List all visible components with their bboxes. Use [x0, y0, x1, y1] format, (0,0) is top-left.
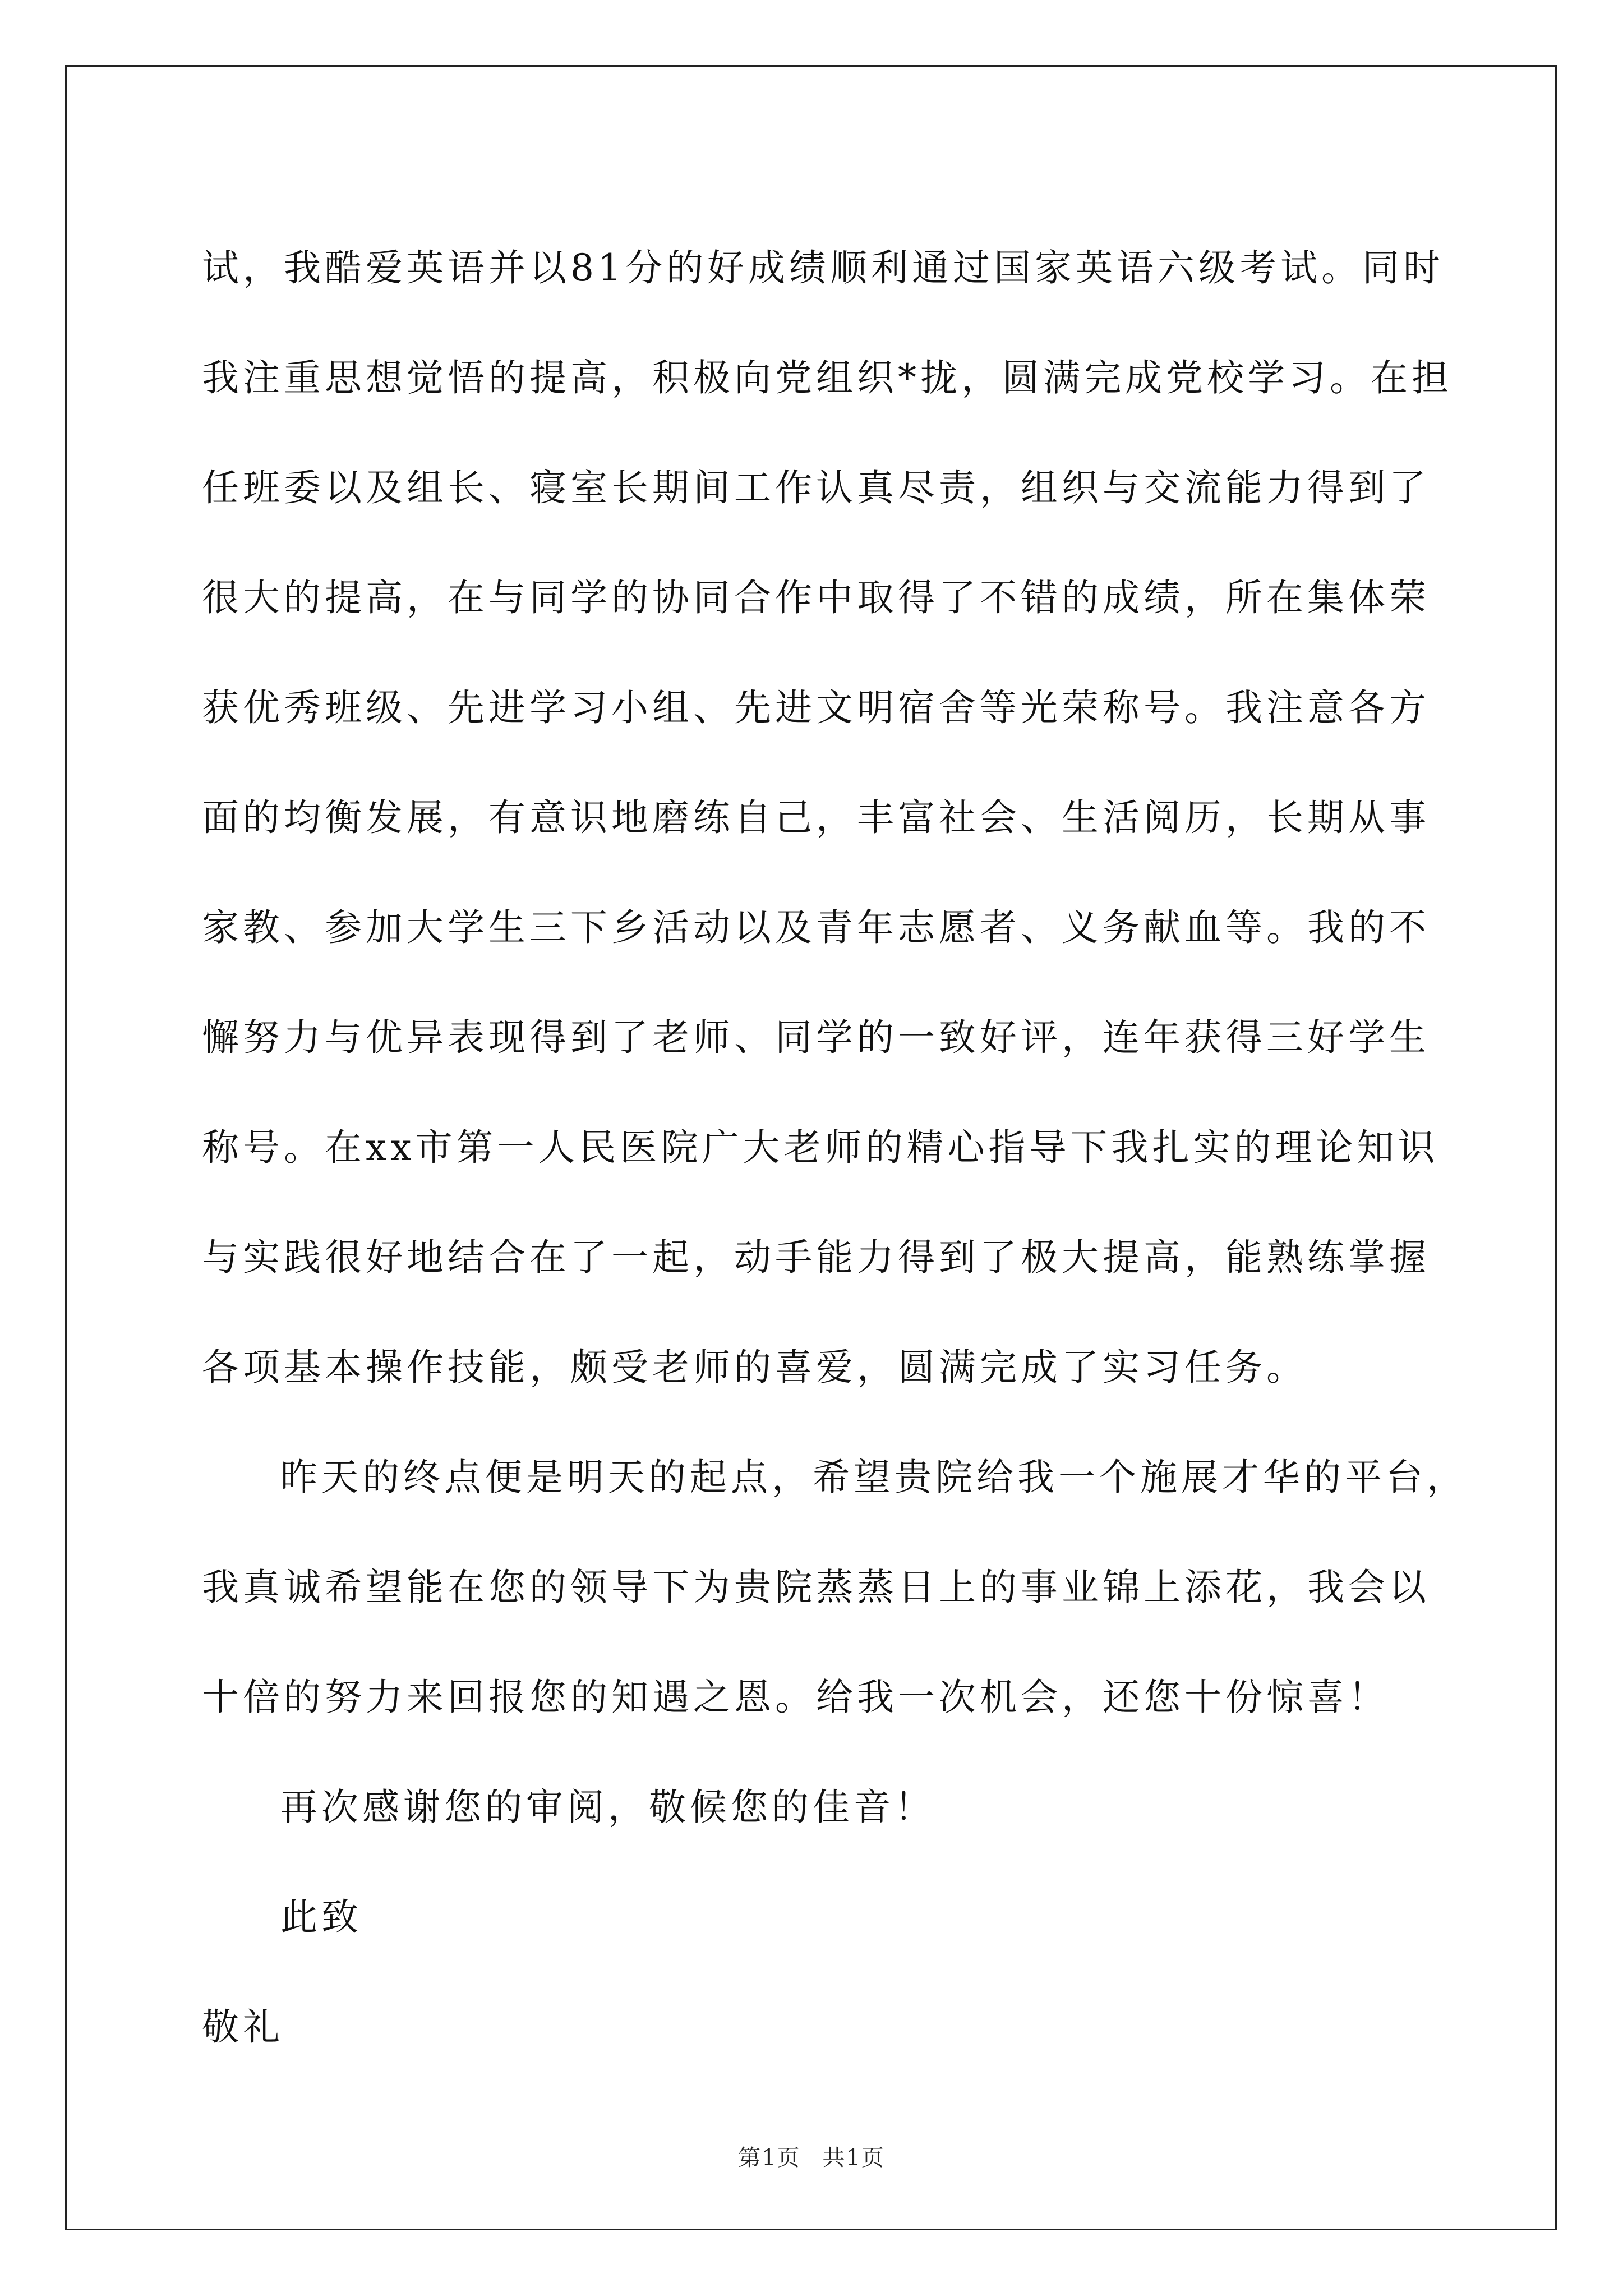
paragraph-line: 获优秀班级、先进学习小组、先进文明宿舍等光荣称号。我注意各方	[202, 686, 1430, 729]
paragraph-line: 昨天的终点便是明天的起点，希望贵院给我一个施展才华的平台，	[280, 1456, 1468, 1499]
paragraph-line: 与实践很好地结合在了一起，动手能力得到了极大提高，能熟练掌握	[202, 1236, 1430, 1279]
closing-jingli: 敬礼	[202, 2005, 284, 2049]
page-number: 第1页	[738, 2145, 801, 2171]
paragraph-line: 家教、参加大学生三下乡活动以及青年志愿者、义务献血等。我的不	[202, 906, 1430, 949]
closing-cizhi: 此致	[280, 1895, 362, 1939]
paragraph-line: 试，我酷爱英语并以81分的好成绩顺利通过国家英语六级考试。同时	[202, 246, 1444, 289]
paragraph-line: 很大的提高，在与同学的协同合作中取得了不错的成绩，所在集体荣	[202, 576, 1430, 619]
paragraph-line: 懈努力与优异表现得到了老师、同学的一致好评，连年获得三好学生	[202, 1016, 1430, 1059]
paragraph-line: 我注重思想觉悟的提高，积极向党组织*拢，圆满完成党校学习。在担	[202, 356, 1453, 399]
letter-body	[202, 213, 1468, 2082]
paragraph-line: 任班委以及组长、寝室长期间工作认真尽责，组织与交流能力得到了	[202, 466, 1430, 509]
page-footer	[0, 2140, 1623, 2172]
paragraph-line: 称号。在xx市第一人民医院广大老师的精心指导下我扎实的理论知识	[202, 1126, 1439, 1169]
page-total: 共1页	[822, 2145, 885, 2171]
paragraph-line: 面的均衡发展，有意识地磨练自己，丰富社会、生活阅历，长期从事	[202, 796, 1430, 839]
thanks-line: 再次感谢您的审阅，敬候您的佳音！	[280, 1786, 935, 1829]
paragraph-line: 各项基本操作技能，颇受老师的喜爱，圆满完成了实习任务。	[202, 1346, 1307, 1389]
paragraph-line: 十倍的努力来回报您的知遇之恩。给我一次机会，还您十份惊喜！	[202, 1676, 1389, 1719]
paragraph-line: 我真诚希望能在您的领导下为贵院蒸蒸日上的事业锦上添花，我会以	[202, 1566, 1430, 1609]
